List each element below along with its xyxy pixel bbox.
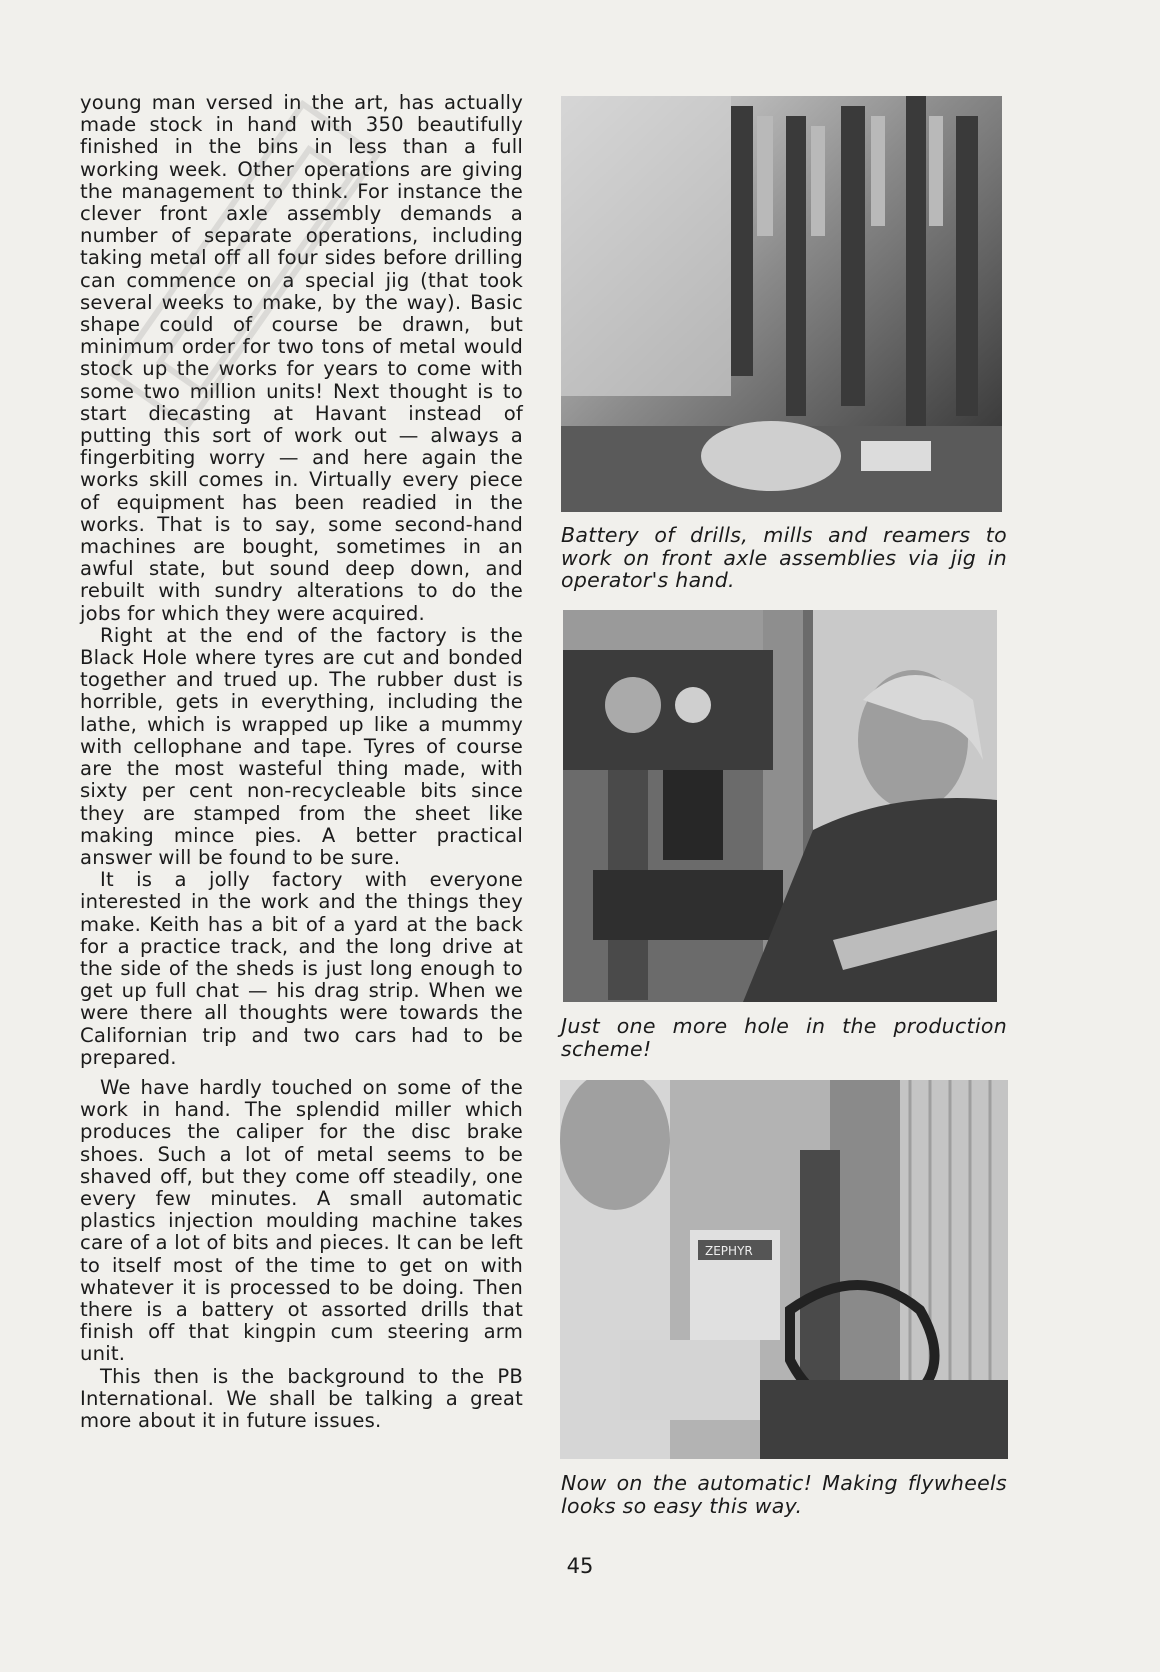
article-paragraph-5: This then is the background to the PB International. We shall be talking a great more about it in future issues. <box>80 1364 523 1432</box>
article-paragraph-3: It is a jolly factory with everyone interested in the work and the things they make. Keith has a bit of a yard at the back for a practice track, and the long drive at the side of the sheds is just long enough to get up full chat — his drag strip. When we were there all thoughts were towards the Californian trip and two cars had to be prepared. <box>80 868 523 1069</box>
machine-label: ZEPHYR <box>705 1244 753 1258</box>
photo-automatic-machine <box>560 1080 1008 1459</box>
article-paragraph-1: young man versed in the art, has actually made stock in hand with 350 beautifully finished in the bins in less than a full working week. Other operations are giving the management to think. For instance the clever front axle assembly demands a number of separate operations, including taking metal off all four sides before drilling can commence on a special jig (that took several weeks to make, by the way). Basic shape could of course be drawn, but minimum order for two tons of metal would stock up the works for years to come with some two million units! Next thought is to start diecasting at Havant instead of putting this sort of work out — always a fingerbiting worry — and here again the works skill comes in. Virtually every piece of equipment has been readied in the works. That is to say, some second-hand machines are bought, sometimes in an awful state, but sound deep down, and rebuilt with sundry alterations to do the jobs for which they were acquired. <box>80 91 523 625</box>
article-paragraph-4: We have hardly touched on some of the work in hand. The splendid miller which produces the caliper for the disc brake shoes. Such a lot of metal seems to be shaved off, but they come off steadily, one every few minutes. A small automatic plastics injection moulding machine takes care of a lot of bits and pieces. It can be left to itself most of the time to get on with whatever it is processed to be doing. Then there is a battery ot assorted drills that finish off that kingpin cum steering arm unit. <box>80 1075 523 1366</box>
photo2-caption: Just one more hole in the production scheme! <box>561 1014 1007 1061</box>
photo1-caption: Battery of drills, mills and reamers to work on front axle assemblies via jig in operator's hand. <box>561 523 1007 592</box>
photo3-caption: Now on the automatic! Making flywheels looks so easy this way. <box>561 1471 1007 1518</box>
photo-drill-press-operator <box>563 610 997 1002</box>
article-paragraph-2: Right at the end of the factory is the Black Hole where tyres are cut and bonded together and trued up. The rubber dust is horrible, gets in everything, including the lathe, which is wrapped up like a mummy with cellophane and tape. Tyres of course are the most wasteful thing made, with sixty per cent non-recycleable bits since they are stamped from the sheet like making mince pies. A better practical answer will be found to be sure. <box>80 623 523 869</box>
page-number: 45 <box>566 1554 594 1578</box>
article-body <box>80 92 523 1432</box>
photo-drill-battery <box>561 96 1002 512</box>
